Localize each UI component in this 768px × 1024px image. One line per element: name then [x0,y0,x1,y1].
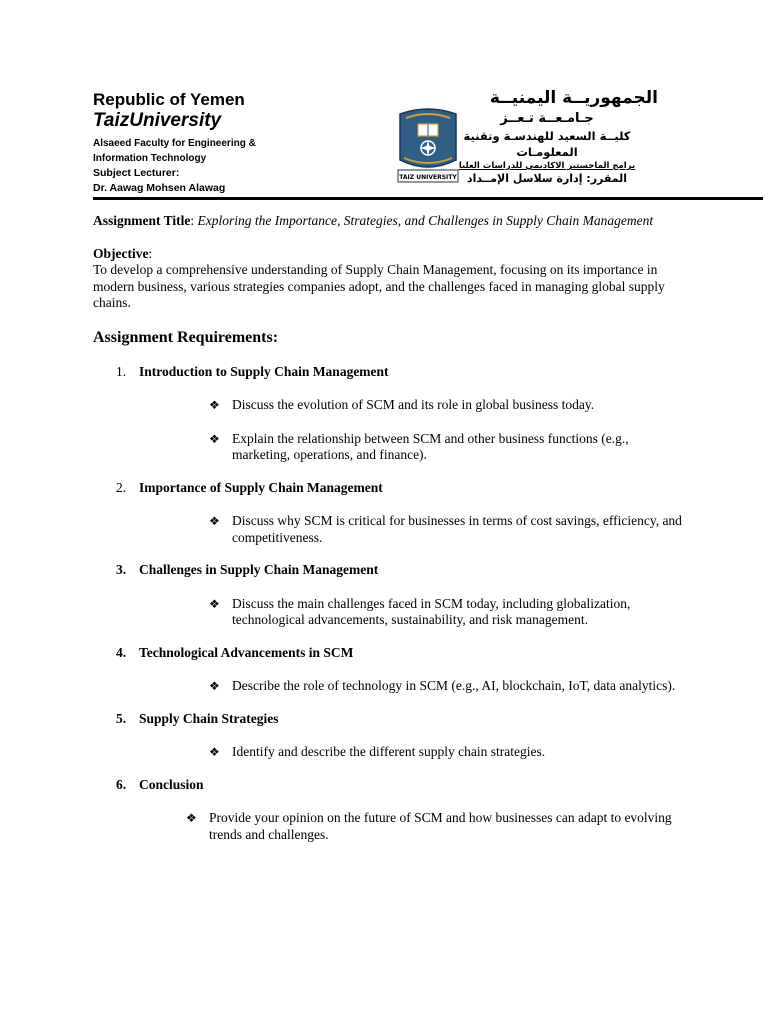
section-number: 2. [116,479,127,495]
bullet-text: Identify and describe the different supply chain strategies. [232,744,546,759]
title-value: Exploring the Importance, Strategies, and Challenges in Supply Chain Management [197,213,654,228]
section-title: Challenges in Supply Chain Management [139,562,379,577]
section-number: 3. [116,562,127,577]
section-title: Importance of Supply Chain Management [139,479,383,495]
bullet-item [93,744,682,761]
bullet-text: Discuss the main challenges faced in SCM today, including globalization, technological advancements, sustainability, and risk management. [232,595,631,627]
section-heading [93,711,683,728]
section-title: Introduction to Supply Chain Management [139,363,389,379]
diamond-bullet-icon: ❖ [209,745,220,759]
section-heading [93,777,683,794]
country-name-en: Republic of Yemen [93,90,245,109]
faculty-ar-line-1: كليــة السعيد للهندسـة وتقنية [463,129,631,143]
title-label: Assignment Title [93,213,191,228]
section-title: Supply Chain Strategies [139,710,279,726]
diamond-bullet-icon: ❖ [186,811,197,825]
bullet-item [93,678,682,695]
logo-text: TAIZ UNIVERSITY [399,174,457,181]
bullet-text: Describe the role of technology in SCM (e.g., AI, blockchain, IoT, data analytics). [232,678,676,693]
bullet-text: Discuss the evolution of SCM and its role in global business today. [232,397,595,412]
requirement-section [93,777,683,844]
university-name-en: TaizUniversity [93,110,222,131]
diamond-bullet-icon: ❖ [209,596,220,611]
diamond-bullet-icon: ❖ [209,431,220,446]
requirements-list [93,364,683,844]
section-number: 1. [116,363,127,379]
diamond-bullet-icon: ❖ [209,398,220,412]
assignment-title: Assignment Title: Exploring the Importance, Strategies, and Challenges in Supply Chain Management [93,213,654,228]
header-right [432,86,662,186]
bullet-item [93,596,682,629]
bullet-text: Discuss why SCM is critical for businesses in terms of cost savings, efficiency, and competitiveness. [232,513,682,545]
bullet-item [93,810,679,843]
faculty-line-2: Information Technology [93,152,207,164]
lecturer-label: Subject Lecturer: [93,167,180,179]
bullet-text: Provide your opinion on the future of SCM and how businesses can adapt to evolving trends and challenges. [209,810,672,842]
requirement-section [93,645,683,695]
section-number: 6. [116,776,127,792]
header-divider [93,197,763,200]
diamond-bullet-icon: ❖ [209,514,220,528]
course-ar: المقرر: إدارة سلاسل الإمــداد [466,172,628,185]
diamond-bullet-icon: ❖ [209,679,220,693]
section-heading [93,562,683,579]
bullet-text: Explain the relationship between SCM and other business functions (e.g., marketing, operations, and finance). [232,430,629,462]
bullet-item [93,397,682,414]
faculty-line-1: Alsaeed Faculty for Engineering & [93,138,256,149]
assignment-content [93,213,683,843]
bullet-item [93,431,682,464]
section-number: 4. [116,644,127,660]
bullet-item [93,513,682,546]
section-number: 5. [116,710,127,726]
section-title: Conclusion [139,776,204,792]
section-title: Technological Advancements in SCM [139,644,354,660]
program-ar: برامج الماجستير الاكاديمي للدراسات العليا [458,161,636,171]
header-left [93,90,256,195]
lecturer-name: Dr. Aawag Mohsen Alawag [93,181,226,194]
section-heading [93,364,683,381]
requirement-section [93,480,683,547]
university-name-ar: جـامـعــة تـعــز [500,111,594,126]
objective-label: Objective [93,245,149,261]
objective-heading: Objective: [93,245,153,261]
requirement-section [93,711,683,761]
section-heading [93,480,683,497]
requirement-section [93,364,683,464]
objective-text: To develop a comprehensive understanding of Supply Chain Management, focusing on its importance in modern business, various strategies companies adopt, and the challenges faced in managing global supply chains. [93,262,665,310]
section-heading [93,645,683,662]
faculty-ar-line-2: المعلومـات [516,145,578,159]
requirements-heading: Assignment Requirements: [93,328,279,346]
country-name-ar: الجمهوريــة اليمنيــة [489,88,658,108]
requirement-section [93,562,683,629]
